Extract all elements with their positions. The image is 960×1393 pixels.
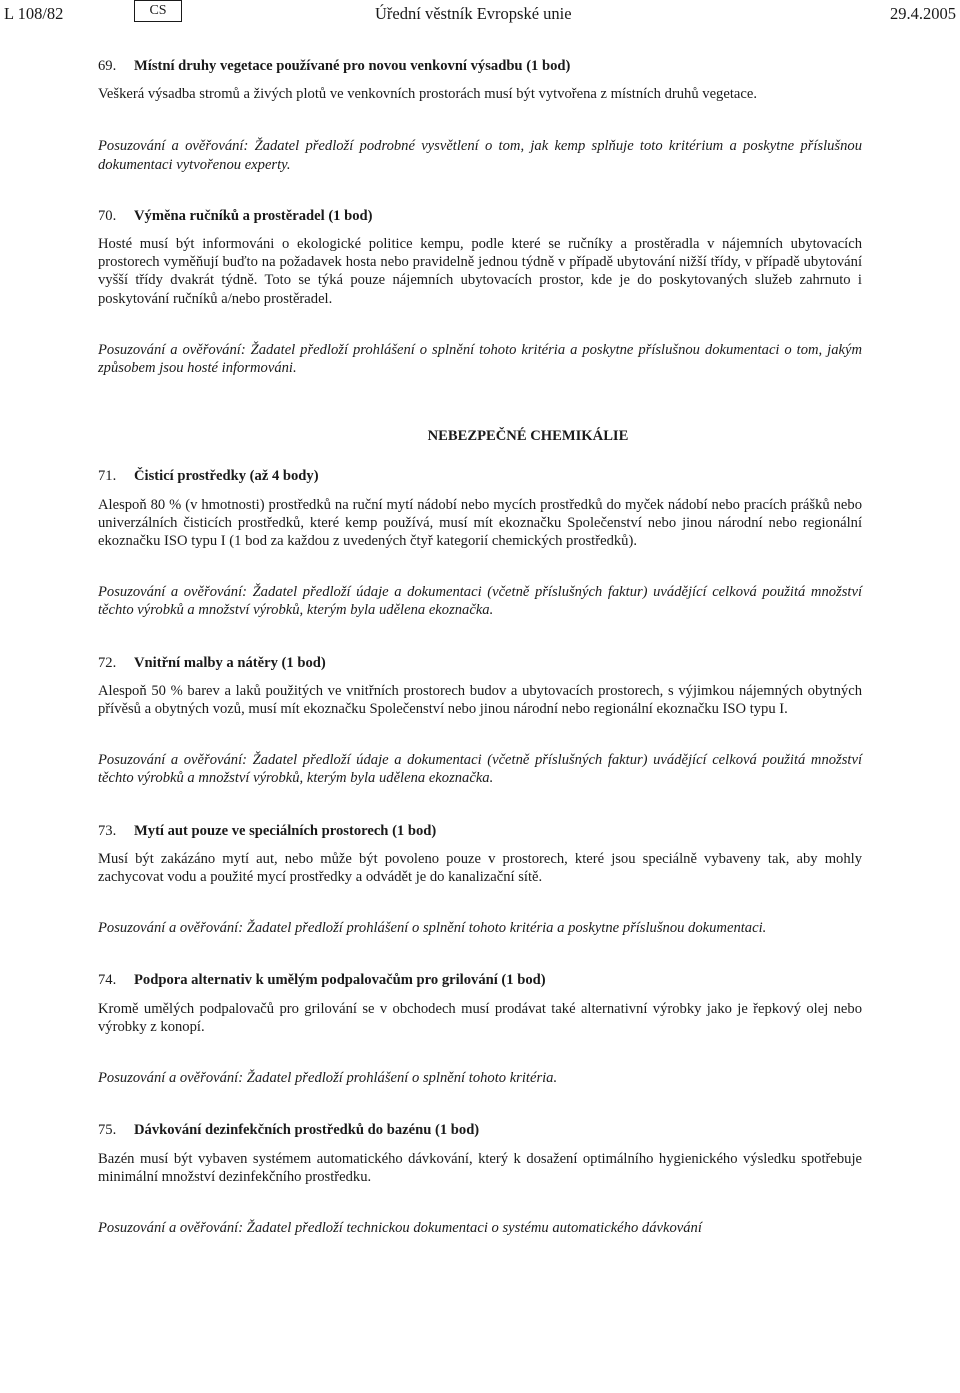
criterion-number: 71. bbox=[98, 468, 117, 485]
criterion-title bbox=[98, 654, 862, 672]
criterion-title-text: Mytí aut pouze ve speciálních prostorech (1 bod) bbox=[134, 822, 437, 839]
criterion-number: 70. bbox=[98, 207, 117, 224]
criterion-number: 75. bbox=[98, 1122, 117, 1139]
criterion-title bbox=[98, 57, 862, 75]
criterion-body: Musí být zakázáno mytí aut, nebo může být povoleno pouze v prostorech, které jsou speciálně vybaveny tak, aby mohly zachycovat vodu a použité mycí prostředky a odvádět je do kanalizační sítě. bbox=[98, 850, 862, 886]
criterion-title-text: Vnitřní malby a nátěry (1 bod) bbox=[134, 654, 326, 671]
section-heading: NEBEZPEČNÉ CHEMIKÁLIE bbox=[427, 428, 629, 445]
criterion-assessment: Posuzování a ověřování: Žadatel předloží podrobné vysvětlení o tom, jak kemp splňuje toto kritérium a poskytne příslušnou dokumentaci vytvořenou experty. bbox=[98, 138, 862, 173]
criterion-75 bbox=[98, 1121, 862, 1237]
criterion-assessment: Posuzování a ověřování: Žadatel předloží prohlášení o splnění tohoto kritéria. bbox=[98, 1070, 558, 1087]
criterion-title-text: Místní druhy vegetace používané pro novou venkovní výsadbu (1 bod) bbox=[134, 58, 571, 74]
criterion-assessment: Posuzování a ověřování: Žadatel předloží údaje a dokumentaci (včetně příslušných faktur) uvádějící celková použitá množství těchto výrobků a množství výrobků, kterým byla udělena ekoznačka. bbox=[98, 584, 862, 619]
criterion-title bbox=[98, 822, 862, 840]
publication-date: 29.4.2005 bbox=[890, 4, 956, 23]
criterion-body: Kromě umělých podpalovačů pro grilování se v obchodech musí prodávat také alternativní výrobky jako je řepkový olej nebo výrobky z konopí. bbox=[98, 1000, 862, 1035]
criterion-number: 72. bbox=[98, 654, 117, 671]
criterion-title bbox=[98, 971, 862, 989]
page-header bbox=[0, 4, 960, 26]
criterion-title bbox=[98, 1121, 862, 1139]
criterion-title bbox=[98, 207, 862, 225]
criterion-assessment: Posuzování a ověřování: Žadatel předloží technickou dokumentaci o systému automatického dávkování bbox=[98, 1219, 702, 1236]
criterion-body: Alespoň 50 % barev a laků použitých ve vnitřních prostorech budov a ubytovacích prostorech, s výjimkou nájemných obytných přívěsů a obytných vozů, musí mít ekoznačku Společenství nebo jinou národní nebo regionální ekoznačku ISO typu I. bbox=[98, 682, 862, 718]
criterion-title-text: Dávkování dezinfekčních prostředků do bazénu (1 bod) bbox=[134, 1122, 480, 1139]
criterion-title bbox=[98, 467, 862, 485]
criterion-69 bbox=[98, 57, 862, 174]
criterion-number: 74. bbox=[98, 972, 117, 989]
language-badge: CS bbox=[134, 0, 182, 22]
criterion-body: Bazén musí být vybaven systémem automatického dávkování, který k dosažení optimálního hygienického výsledku spotřebuje minimální množství dezinfekčního prostředku. bbox=[98, 1150, 862, 1185]
criterion-title-text: Podpora alternativ k umělým podpalovačům pro grilování (1 bod) bbox=[134, 972, 546, 989]
criterion-number: 73. bbox=[98, 822, 117, 839]
criterion-assessment: Posuzování a ověřování: Žadatel předloží prohlášení o splnění tohoto kritéria a poskytne příslušnou dokumentaci. bbox=[98, 920, 767, 937]
criterion-74 bbox=[98, 971, 862, 1087]
criterion-73 bbox=[98, 822, 862, 938]
criterion-70 bbox=[98, 207, 862, 377]
criterion-72 bbox=[98, 654, 862, 788]
page-reference: L 108/82 bbox=[4, 4, 64, 23]
criterion-title-text: Výměna ručníků a prostěradel (1 bod) bbox=[134, 207, 373, 224]
criterion-assessment: Posuzování a ověřování: Žadatel předloží prohlášení o splnění tohoto kritéria a poskytne příslušnou dokumentaci o tom, jakým způsobem jsou hosté informováni. bbox=[98, 341, 862, 377]
criterion-body: Alespoň 80 % (v hmotnosti) prostředků na ruční mytí nádobí nebo mycích prostředků do myček nádobí nebo pracích prášků nebo univerzálních čisticích prostředků, které kemp používá, musí mít ekoznačku Společenství nebo jinou národní nebo regionální ekoznačku ISO typu I (1 bod za každou z uvedených čtyř kategorií chemických prostředků). bbox=[98, 496, 862, 550]
criterion-number: 69. bbox=[98, 58, 117, 74]
journal-title: Úřední věstník Evropské unie bbox=[375, 4, 572, 23]
criterion-body: Veškerá výsadba stromů a živých plotů ve venkovních prostorách musí být vytvořena z místních druhů vegetace. bbox=[98, 86, 757, 103]
criterion-assessment: Posuzování a ověřování: Žadatel předloží údaje a dokumentaci (včetně příslušných faktur) uvádějící celková použitá množství těchto výrobků a množství výrobků, kterým byla udělena ekoznačka. bbox=[98, 752, 862, 787]
document-body bbox=[98, 57, 862, 1237]
criterion-title-text: Čisticí prostředky (až 4 body) bbox=[134, 468, 319, 485]
criterion-body: Hosté musí být informováni o ekologické politice kempu, podle které se ručníky a prostěradla v nájemních ubytovacích prostorech vyměňují buďto na požadavek hosta nebo pravidelně jednou týdně v případě ubytování nižší třídy, v případě ubytování vyšší třídy dvakrát týdně. Toto se týká pouze nájemních ubytovacích prostor, kde je do poskytovaných služeb zahrnuto i poskytování ručníků a/nebo prostěradel. bbox=[98, 236, 862, 307]
criterion-71 bbox=[98, 467, 862, 619]
